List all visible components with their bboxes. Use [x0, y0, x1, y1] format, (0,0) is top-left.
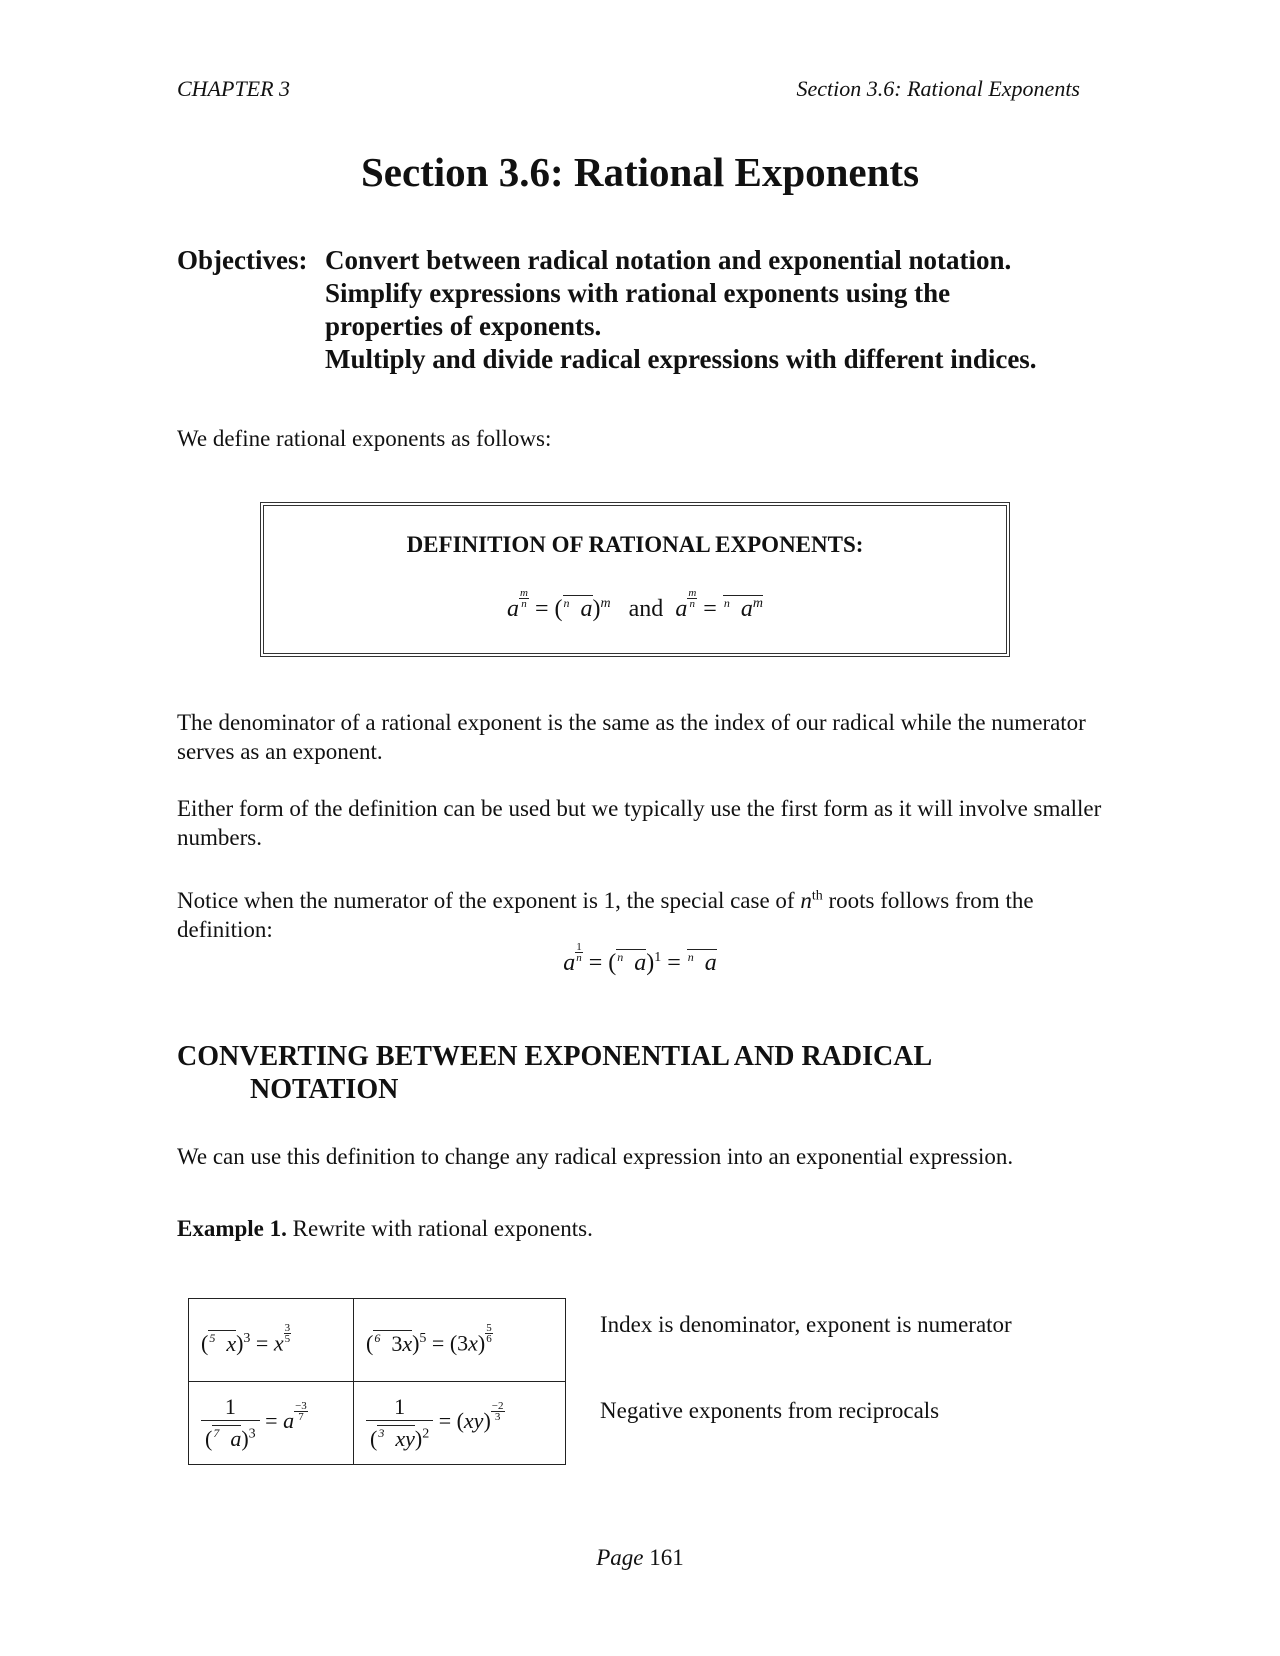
notice-text-a: Notice when the numerator of the exponent is 1, the special case of — [177, 888, 795, 913]
page-number: 161 — [649, 1545, 684, 1570]
table-cell: ( 6 3x)$^5$ = (3x) $\frac{5}{6}$ — [354, 1299, 566, 1382]
notice-n: n — [800, 888, 812, 913]
denominator-paragraph: The denominator of a rational exponent is the same as the index of our radical while the numerator serves as an exponent. — [177, 710, 1086, 764]
example-1-text: Rewrite with rational exponents. — [292, 1216, 593, 1241]
running-header-chapter: CHAPTER 3 — [177, 76, 291, 101]
objectives-list — [325, 244, 1125, 376]
definition-title: DEFINITION OF RATIONAL EXPONENTS: — [406, 532, 864, 557]
example-1-table — [188, 1298, 566, 1465]
page-word: Page — [596, 1545, 644, 1570]
notice-paragraph — [177, 886, 1107, 944]
either-form-paragraph: Either form of the definition can be used but we typically use the first form as it will involve smaller numbers. — [177, 796, 1102, 850]
table-cell: 1 ( 7 a)$^3$ = a $\frac{-3}{7}$ — [189, 1382, 354, 1465]
objective-line: Simplify expressions with rational exponents using the — [325, 278, 951, 308]
section-heading-line2: NOTATION — [250, 1074, 399, 1105]
page-title: Section 3.6: Rational Exponents — [360, 149, 920, 195]
nth-root-formula: a $\frac{1}{n}$ = ( n a)$^1$ = n a — [563, 941, 717, 976]
objective-line: properties of exponents. — [325, 311, 602, 341]
example-note-reciprocal: Negative exponents from reciprocals — [600, 1398, 940, 1423]
objective-line: Convert between radical notation and exponential notation. — [325, 245, 1012, 275]
definition-connector: and — [628, 596, 664, 622]
table-row — [189, 1299, 566, 1382]
table-row — [189, 1382, 566, 1465]
table-cell: ( 5 x)$^3$ = x $\frac{3}{5}$ — [189, 1299, 354, 1382]
running-header-section: Section 3.6: Rational Exponents — [796, 76, 1080, 101]
definition-box — [260, 502, 1010, 657]
notice-th: th — [811, 888, 823, 904]
notice-text-b: roots follows from the definition: — [177, 888, 1034, 942]
page-footer — [0, 1545, 1280, 1571]
use-definition-paragraph: We can use this definition to change any radical expression into an exponential expression. — [177, 1144, 1014, 1169]
example-note-index: Index is denominator, exponent is numerator — [600, 1312, 1012, 1337]
objective-line: Multiply and divide radical expressions with different indices. — [325, 344, 1037, 374]
definition-formula: a $\frac{m}{n}$ = ( n a)$^m$ and a $\frac{m}{n}$ = n $a^m$ — [507, 587, 763, 622]
objectives-label: Objectives: — [177, 245, 308, 275]
table-cell: 1 ( 3 xy)$^2$ = (xy) $\frac{-2}{3}$ — [354, 1382, 566, 1465]
section-heading-line1: CONVERTING BETWEEN EXPONENTIAL AND RADICAL — [177, 1041, 933, 1072]
intro-paragraph: We define rational exponents as follows: — [177, 426, 552, 451]
example-1-heading — [177, 1214, 1107, 1243]
section-heading — [177, 1040, 932, 1106]
example-1-label: Example 1. — [177, 1216, 287, 1241]
